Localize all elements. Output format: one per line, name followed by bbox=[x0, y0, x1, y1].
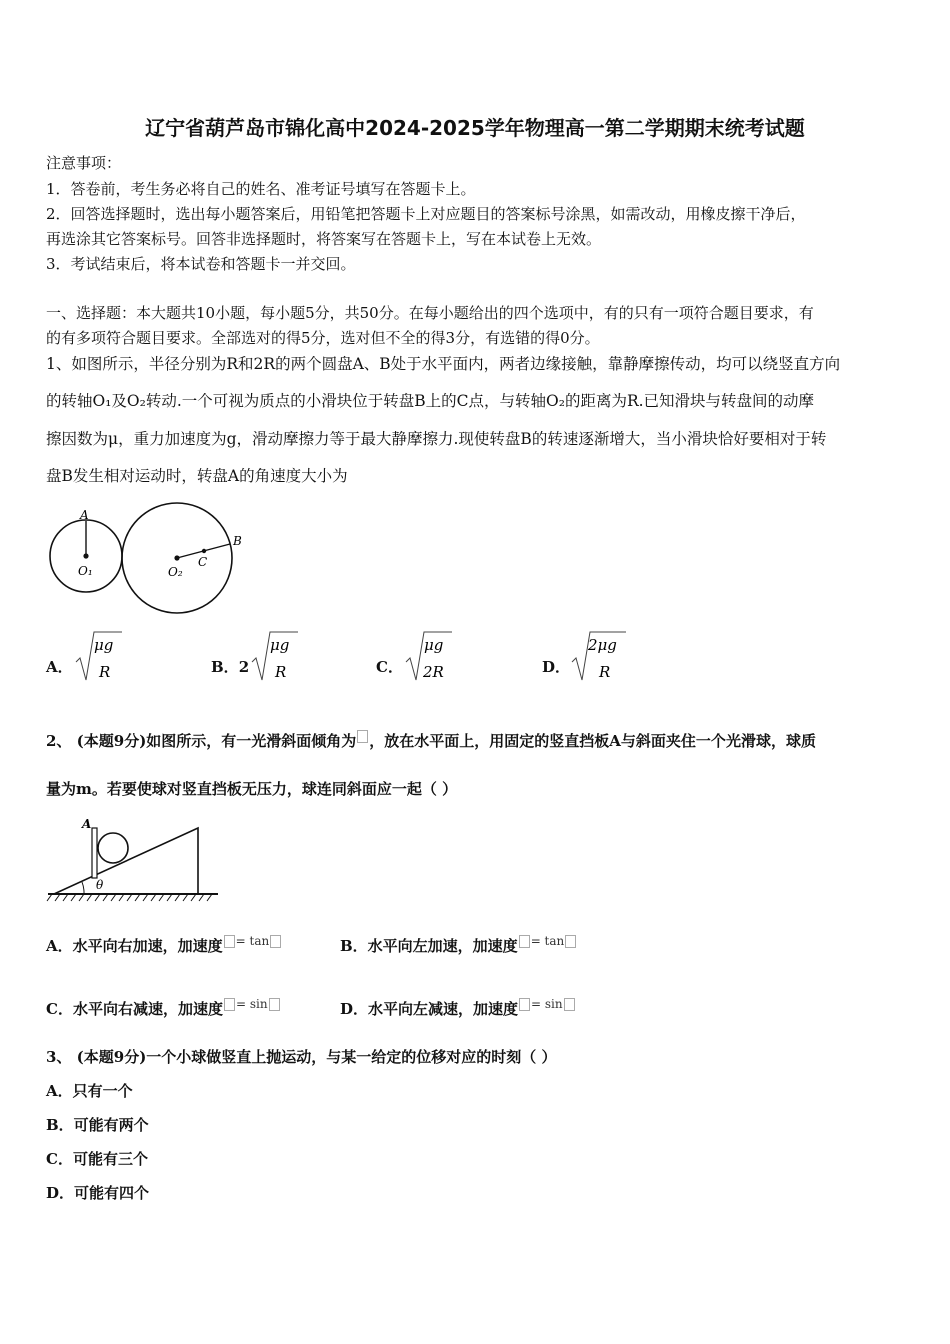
q3-option-c[interactable]: C．可能有三个 bbox=[46, 1150, 148, 1168]
q2-option-d[interactable] bbox=[340, 997, 576, 1019]
label-a: A bbox=[82, 817, 92, 831]
option-formula: = sin bbox=[235, 997, 268, 1011]
notice-item: 再选涂其它答案标号。回答非选择题时，将答案写在答题卡上，写在本试卷上无效。 bbox=[46, 230, 602, 248]
q1-option-d-formula bbox=[570, 628, 636, 684]
option-letter: C． bbox=[376, 658, 403, 676]
question-1-text: 盘B发生相对运动时，转盘A的角速度大小为 bbox=[46, 467, 348, 485]
vertical-plate bbox=[92, 828, 97, 878]
placeholder-icon bbox=[269, 998, 280, 1011]
option-letter: D． bbox=[542, 658, 571, 676]
placeholder-icon bbox=[224, 935, 235, 948]
q3-option-d[interactable]: D．可能有四个 bbox=[46, 1184, 150, 1202]
option-coef: 2 bbox=[238, 658, 250, 676]
question-3-text: 3、 (本题9分)一个小球做竖直上抛运动，与某一给定的位移对应的时刻（ ） bbox=[46, 1048, 557, 1066]
q2-stem-pre: 2、 (本题9分)如图所示，有一光滑斜面倾角为 bbox=[46, 732, 357, 750]
placeholder-icon bbox=[270, 935, 281, 948]
q1-option-c[interactable] bbox=[376, 656, 403, 677]
q1-option-c-formula bbox=[404, 628, 464, 684]
numerator: μg bbox=[94, 636, 114, 654]
notice-item: 1．答卷前，考生务必将自己的姓名、准考证号填写在答题卡上。 bbox=[46, 180, 476, 198]
denominator: R bbox=[275, 663, 287, 681]
numerator: μg bbox=[424, 636, 444, 654]
q1-option-b-formula bbox=[250, 628, 310, 684]
question-1-text: 的转轴O₁及O₂转动.一个可视为质点的小滑块位于转盘B上的C点，与转轴O₂的距离为R.已知滑块与转盘间的动摩 bbox=[46, 392, 815, 410]
q3-option-a[interactable]: A．只有一个 bbox=[46, 1082, 133, 1100]
placeholder-icon bbox=[519, 935, 530, 948]
section-heading: 的有多项符合题目要求。全部选对的得5分，选对但不全的得3分，有选错的得0分。 bbox=[46, 329, 600, 347]
label-c: C bbox=[198, 555, 208, 569]
question-1-text: 擦因数为μ，重力加速度为g，滑动摩擦力等于最大静摩擦力.现使转盘B的转速逐渐增大，当小滑块恰好要相对于转 bbox=[46, 430, 827, 448]
notice-item: 2．回答选择题时，选出每小题答案后，用铅笔把答题卡上对应题目的答案标号涂黑，如需改动，用橡皮擦干净后， bbox=[46, 205, 806, 223]
numerator: 2μg bbox=[588, 636, 617, 654]
q1-option-a[interactable] bbox=[46, 656, 73, 677]
disc-diagram bbox=[44, 500, 254, 620]
placeholder-icon bbox=[565, 935, 576, 948]
placeholder-icon bbox=[224, 998, 235, 1011]
q3-option-b[interactable]: B．可能有两个 bbox=[46, 1116, 149, 1134]
option-text: A．水平向右加速，加速度 bbox=[46, 937, 223, 955]
option-text: C．水平向右减速，加速度 bbox=[46, 1000, 223, 1018]
label-b: B bbox=[233, 534, 242, 548]
option-text: D．水平向左减速，加速度 bbox=[340, 1000, 519, 1018]
incline-diagram bbox=[44, 812, 224, 904]
question-2-text bbox=[46, 730, 816, 751]
q2-option-a[interactable] bbox=[46, 934, 282, 956]
option-formula: = tan bbox=[530, 934, 565, 948]
page-title: 辽宁省葫芦岛市锦化高中2024-2025学年物理高一第二学期期末统考试题 bbox=[145, 116, 805, 140]
label-theta: θ bbox=[96, 878, 104, 892]
option-letter: A． bbox=[46, 658, 73, 676]
denominator: R bbox=[99, 663, 111, 681]
option-letter: B． bbox=[211, 658, 239, 676]
q2-stem-post: ，放在水平面上，用固定的竖直挡板A与斜面夹住一个光滑球，球质 bbox=[369, 732, 816, 750]
label-a: A bbox=[80, 508, 89, 522]
denominator: 2R bbox=[423, 663, 444, 681]
q1-option-b[interactable] bbox=[211, 656, 249, 677]
option-formula: = tan bbox=[235, 934, 270, 948]
q1-option-d[interactable] bbox=[542, 656, 570, 677]
option-formula: = sin bbox=[531, 997, 563, 1011]
placeholder-icon bbox=[519, 998, 530, 1011]
numerator: μg bbox=[270, 636, 290, 654]
q1-option-a-formula bbox=[74, 628, 134, 684]
ball bbox=[98, 833, 128, 863]
section-heading: 一、选择题：本大题共10小题，每小题5分，共50分。在每小题给出的四个选项中，有的只有一项符合题目要求，有 bbox=[46, 304, 814, 322]
label-o2: O₂ bbox=[168, 565, 183, 579]
placeholder-icon bbox=[564, 998, 575, 1011]
incline bbox=[54, 828, 198, 894]
question-2-text: 量为m。若要使球对竖直挡板无压力，球连同斜面应一起（ ） bbox=[46, 780, 458, 798]
denominator: R bbox=[599, 663, 611, 681]
theta-placeholder-icon bbox=[357, 730, 368, 743]
question-1-text: 1、如图所示，半径分别为R和2R的两个圆盘A、B处于水平面内，两者边缘接触，靠静摩擦传动，均可以绕竖直方向 bbox=[46, 355, 841, 373]
notice-heading: 注意事项： bbox=[46, 154, 122, 172]
notice-item: 3．考试结束后，将本试卷和答题卡一并交回。 bbox=[46, 255, 356, 273]
label-o1: O₁ bbox=[78, 564, 93, 578]
option-text: B．水平向左加速，加速度 bbox=[340, 937, 518, 955]
q2-option-c[interactable] bbox=[46, 997, 281, 1019]
q2-option-b[interactable] bbox=[340, 934, 577, 956]
